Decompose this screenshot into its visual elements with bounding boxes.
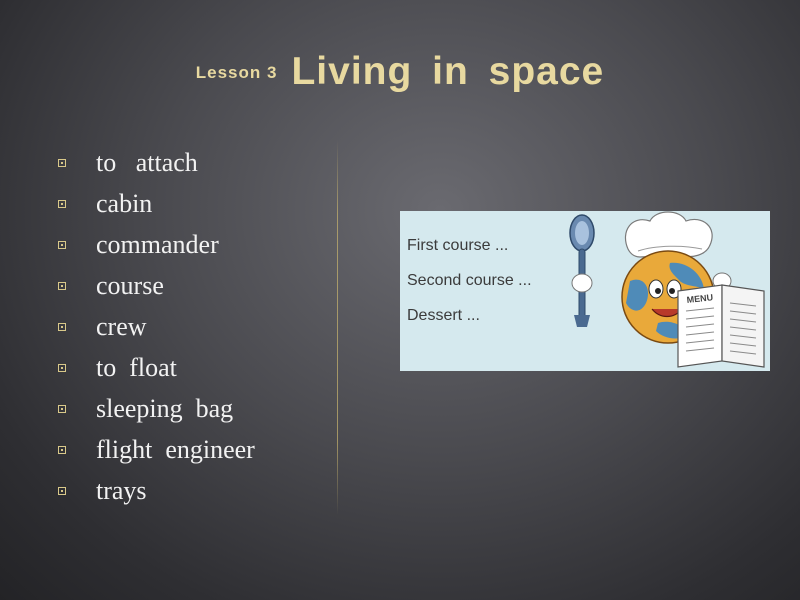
square-bullet-icon	[58, 159, 66, 167]
chef-hat-icon	[625, 212, 712, 257]
vocabulary-word: to float	[96, 353, 177, 382]
dessert-label: Dessert ...	[407, 307, 480, 324]
list-item	[58, 148, 255, 189]
square-bullet-icon	[58, 364, 66, 372]
vocabulary-word: sleeping bag	[96, 394, 234, 423]
square-bullet-icon	[58, 405, 66, 413]
vocabulary-word: flight engineer	[96, 435, 255, 464]
second-course-label: Second course ...	[407, 272, 532, 289]
menu-label: MENU	[686, 292, 714, 305]
column-divider	[337, 140, 338, 515]
list-item	[58, 353, 255, 394]
vocabulary-word: to attach	[96, 148, 198, 177]
square-bullet-icon	[58, 241, 66, 249]
chef-globe-icon	[560, 211, 770, 371]
vocabulary-word: cabin	[96, 189, 153, 218]
lesson-title: Living in space	[291, 50, 605, 93]
square-bullet-icon	[58, 200, 66, 208]
vocabulary-word: trays	[96, 476, 147, 505]
vocabulary-word: crew	[96, 312, 147, 341]
vocabulary-word: commander	[96, 230, 219, 259]
spoon-icon	[570, 215, 594, 327]
list-item	[58, 230, 255, 271]
lesson-number: Lesson 3	[195, 63, 278, 82]
square-bullet-icon	[58, 282, 66, 290]
square-bullet-icon	[58, 487, 66, 495]
list-item	[58, 476, 255, 517]
square-bullet-icon	[58, 323, 66, 331]
slide-title	[0, 50, 800, 94]
first-course-label: First course ...	[407, 237, 509, 254]
vocabulary-list	[58, 148, 255, 517]
list-item	[58, 394, 255, 435]
vocabulary-word: course	[96, 271, 164, 300]
list-item	[58, 189, 255, 230]
list-item	[58, 271, 255, 312]
square-bullet-icon	[58, 446, 66, 454]
menu-illustration	[400, 211, 770, 371]
list-item	[58, 435, 255, 476]
list-item	[58, 312, 255, 353]
menu-book-icon	[678, 285, 764, 367]
